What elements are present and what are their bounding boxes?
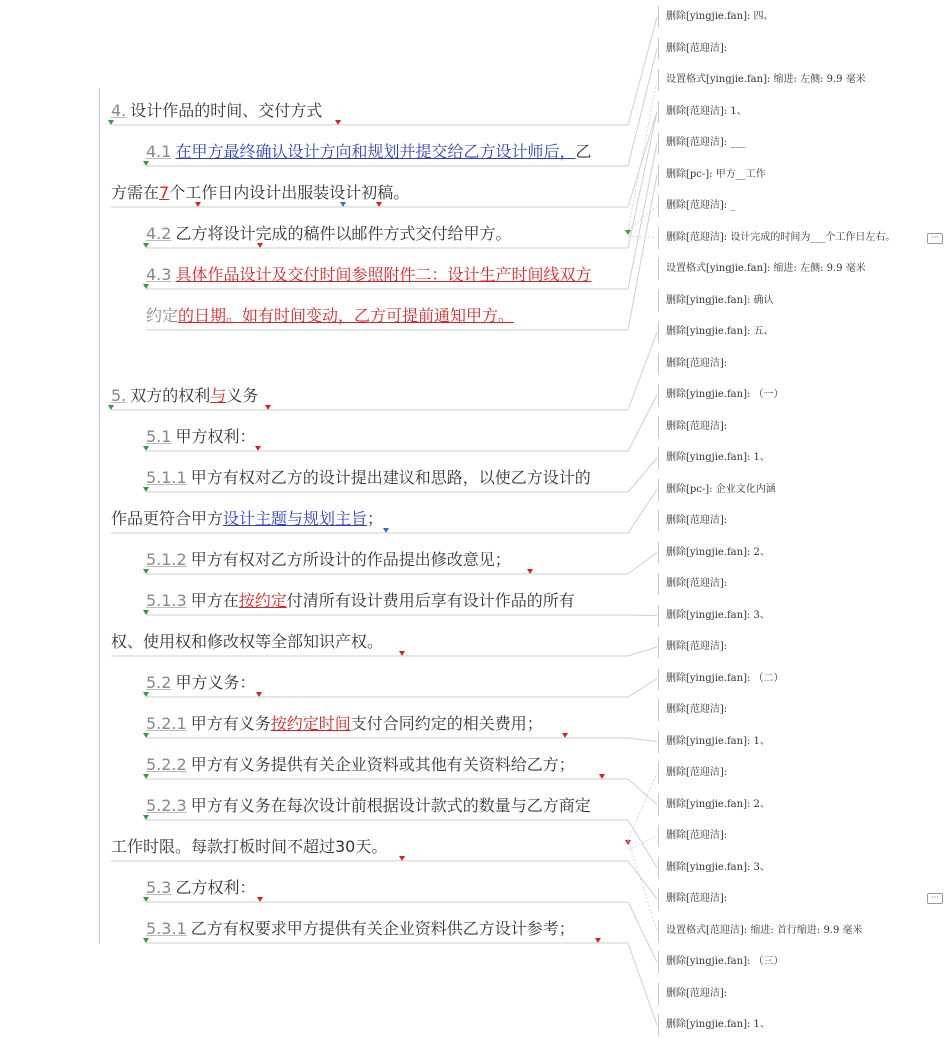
section-number: 5. (111, 386, 127, 405)
section-number: 4.2 (146, 224, 172, 243)
revision-mark-icon (256, 692, 262, 697)
tracked-insertion-text: 具体作品设计及交付时间参照附件二：设计生产时间线双方 (175, 265, 592, 284)
document-line[interactable] (146, 672, 255, 694)
body-text: 工作时限。每款打板时间不超过30天。 (111, 837, 388, 856)
revision-mark-icon (255, 446, 261, 451)
more-options-icon[interactable]: ··· (927, 233, 943, 244)
revision-mark-icon (265, 405, 271, 410)
document-line[interactable] (146, 877, 255, 899)
body-text: 个工作日内设计出服装设计初稿。 (169, 183, 410, 202)
body-text: 甲方在 (190, 591, 239, 610)
revision-comment[interactable]: 删除[范迎洁]: (658, 573, 727, 595)
revision-mark-icon (625, 840, 631, 845)
revision-mark-icon (335, 120, 341, 125)
revision-mark-icon (143, 284, 149, 289)
revision-mark-icon (257, 897, 263, 902)
body-text: 约定 (146, 306, 179, 325)
body-text: 乙方权利： (175, 878, 256, 897)
document-line[interactable] (146, 795, 591, 817)
document-line[interactable] (146, 305, 514, 327)
section-number: 4. (111, 101, 127, 120)
revision-mark-icon (143, 569, 149, 574)
body-text: 甲方有义务 (190, 714, 271, 733)
section-number: 5.2 (146, 673, 172, 692)
document-line[interactable] (146, 223, 511, 245)
revision-comment[interactable]: 设置格式[yingjie.fan]: 缩进: 左侧: 9.9 毫米 (658, 69, 866, 91)
document-line[interactable] (146, 590, 575, 612)
revision-comment[interactable]: 删除[范迎洁]: (658, 762, 727, 784)
revision-comment[interactable]: 删除[范迎洁]: (658, 510, 727, 532)
more-options-icon[interactable]: ··· (927, 893, 943, 904)
revision-mark-icon (143, 774, 149, 779)
body-text: 支付合同约定的相关费用； (350, 714, 543, 733)
revision-comment[interactable]: 删除[范迎洁]: 1、 (658, 101, 747, 123)
revision-comment[interactable]: 删除[yingjie.fan]: 四、 (658, 6, 774, 28)
tracked-insertion-text: 按约定 (238, 591, 287, 610)
revision-comment[interactable]: 删除[yingjie.fan]: 2、 (658, 794, 770, 816)
section-number: 5.2.3 (146, 796, 187, 815)
document-line[interactable] (146, 754, 575, 776)
revision-mark-icon (599, 774, 605, 779)
revision-comment[interactable]: 删除[yingjie.fan]: 1、 (658, 447, 770, 469)
revision-comment[interactable]: 删除[yingjie.fan]: 3、 (658, 605, 770, 627)
revision-comment[interactable]: 删除[yingjie.fan]: 2、 (658, 542, 770, 564)
revision-mark-icon (143, 692, 149, 697)
revision-comment[interactable]: 删除[yingjie.fan]: （二） (658, 668, 784, 690)
tracked-insertion-text: 设计主题与规划主旨 (223, 509, 368, 528)
revision-comment[interactable]: 删除[pc-]: 甲方__工作 (658, 164, 766, 186)
body-text: 甲方义务： (175, 673, 256, 692)
revision-comment[interactable]: 删除[yingjie.fan]: 3、 (658, 857, 770, 879)
body-text: ； (367, 509, 384, 528)
revision-comment[interactable]: 删除[yingjie.fan]: 确认 (658, 290, 774, 312)
revision-mark-icon (195, 202, 201, 207)
body-text: 设计作品的时间、交付方式 (130, 101, 323, 120)
revision-comment[interactable]: 删除[范迎洁]: 设计完成的时间为___个工作日左右。 (658, 227, 895, 249)
revision-mark-icon (108, 405, 114, 410)
section-number: 5.1.1 (146, 468, 187, 487)
revision-mark-icon (376, 202, 382, 207)
section-number: 5.1.2 (146, 550, 187, 569)
revision-mark-icon (143, 733, 149, 738)
section-number: 5.1 (146, 427, 172, 446)
revision-comment[interactable]: 删除[yingjie.fan]: （一） (658, 384, 784, 406)
body-text: 甲方有义务提供有关企业资料或其他有关资料给乙方； (190, 755, 575, 774)
document-line[interactable] (146, 549, 511, 571)
body-text: 甲方权利： (175, 427, 256, 446)
revision-mark-icon (143, 487, 149, 492)
revision-mark-icon (143, 610, 149, 615)
tracked-insertion-text: 与 (210, 386, 227, 405)
section-number: 5.1.3 (146, 591, 187, 610)
body-text: 义务 (226, 386, 259, 405)
document-line[interactable] (111, 100, 322, 122)
document-line[interactable] (111, 385, 258, 407)
section-number: 4.3 (146, 265, 172, 284)
revision-mark-icon (383, 528, 389, 533)
revision-mark-icon (340, 202, 346, 207)
revision-comment[interactable]: 删除[范迎洁]: (658, 983, 727, 1005)
revision-comment[interactable]: 删除[范迎洁]: (658, 636, 727, 658)
document-line[interactable] (111, 508, 383, 530)
section-number: 5.3 (146, 878, 172, 897)
revision-mark-icon (595, 938, 601, 943)
body-text: 甲方有权对乙方所设计的作品提出修改意见； (190, 550, 511, 569)
body-text: 付清所有设计费用后享有设计作品的所有 (286, 591, 575, 610)
document-line[interactable] (146, 713, 543, 735)
document-line[interactable] (111, 631, 383, 653)
body-text: 权、使用权和修改权等全部知识产权。 (111, 632, 384, 651)
section-number: 5.2.1 (146, 714, 187, 733)
tracked-insertion-text: 在甲方最终确认设计方向和规划并提交给乙方设计师后， (175, 142, 576, 161)
body-text: 方需在 (111, 183, 160, 202)
revision-comment[interactable]: 删除[yingjie.fan]: （三） (658, 951, 784, 973)
revision-mark-icon (399, 856, 405, 861)
revision-comment[interactable]: 删除[范迎洁]: (658, 416, 727, 438)
document-line[interactable] (146, 426, 255, 448)
revision-comment[interactable]: 删除[范迎洁]: ___ (658, 132, 745, 154)
revision-comment[interactable]: 删除[范迎洁]: (658, 38, 727, 60)
revision-comment[interactable]: 设置格式[yingjie.fan]: 缩进: 左侧: 9.9 毫米 (658, 258, 866, 280)
revision-mark-icon (562, 733, 568, 738)
revision-comment[interactable]: 删除[yingjie.fan]: 1、 (658, 1014, 770, 1036)
revision-mark-icon (143, 161, 149, 166)
document-line[interactable] (111, 182, 409, 204)
revision-comment[interactable]: 删除[范迎洁]: (658, 825, 727, 847)
tracked-insertion-text: 7 (159, 183, 170, 202)
document-line[interactable] (146, 264, 591, 286)
revision-comment[interactable]: 删除[范迎洁]: (658, 888, 727, 910)
revision-comment[interactable]: 设置格式[范迎洁]: 缩进: 首行缩进: 9.9 毫米 (658, 920, 863, 942)
body-text: 乙方将设计完成的稿件以邮件方式交付给甲方。 (175, 224, 512, 243)
revision-comment[interactable]: 删除[pc-]: 企业文化内涵 (658, 479, 776, 501)
revision-mark-icon (399, 651, 405, 656)
document-line[interactable] (146, 467, 591, 489)
revision-mark-icon (143, 446, 149, 451)
document-line[interactable] (146, 141, 591, 163)
revision-mark-icon (527, 569, 533, 574)
revision-comment[interactable]: 删除[范迎洁]: (658, 353, 727, 375)
revision-mark-icon (143, 897, 149, 902)
document-line[interactable] (111, 836, 387, 858)
revision-comment[interactable]: 删除[yingjie.fan]: 1、 (658, 731, 770, 753)
tracked-insertion-text: 的日期。如有时间变动，乙方可提前通知甲方。 (178, 306, 515, 325)
revision-comment[interactable]: 删除[范迎洁]: (658, 699, 727, 721)
section-number: 5.2.2 (146, 755, 187, 774)
body-text: 甲方有权对乙方的设计提出建议和思路，以使乙方设计的 (190, 468, 591, 487)
revision-mark-icon (108, 120, 114, 125)
revision-mark-icon (143, 243, 149, 248)
revision-mark-icon (257, 243, 263, 248)
revision-comment[interactable]: 删除[范迎洁]: _ (658, 195, 735, 217)
body-text: 乙 (575, 142, 592, 161)
section-number: 5.3.1 (146, 919, 187, 938)
revision-mark-icon (143, 815, 149, 820)
revision-mark-icon (143, 938, 149, 943)
body-text: 双方的权利 (130, 386, 211, 405)
revision-comment[interactable]: 删除[yingjie.fan]: 五、 (658, 321, 774, 343)
tracked-insertion-text: 按约定时间 (270, 714, 351, 733)
revision-mark-icon (625, 230, 631, 235)
body-text: 甲方有义务在每次设计前根据设计款式的数量与乙方商定 (190, 796, 591, 815)
section-number: 4.1 (146, 142, 172, 161)
body-text: 作品更符合甲方 (111, 509, 224, 528)
revision-comment-pane (658, 0, 950, 1038)
body-text: 乙方有权要求甲方提供有关企业资料供乙方设计参考； (190, 919, 575, 938)
document-line[interactable] (146, 918, 575, 940)
